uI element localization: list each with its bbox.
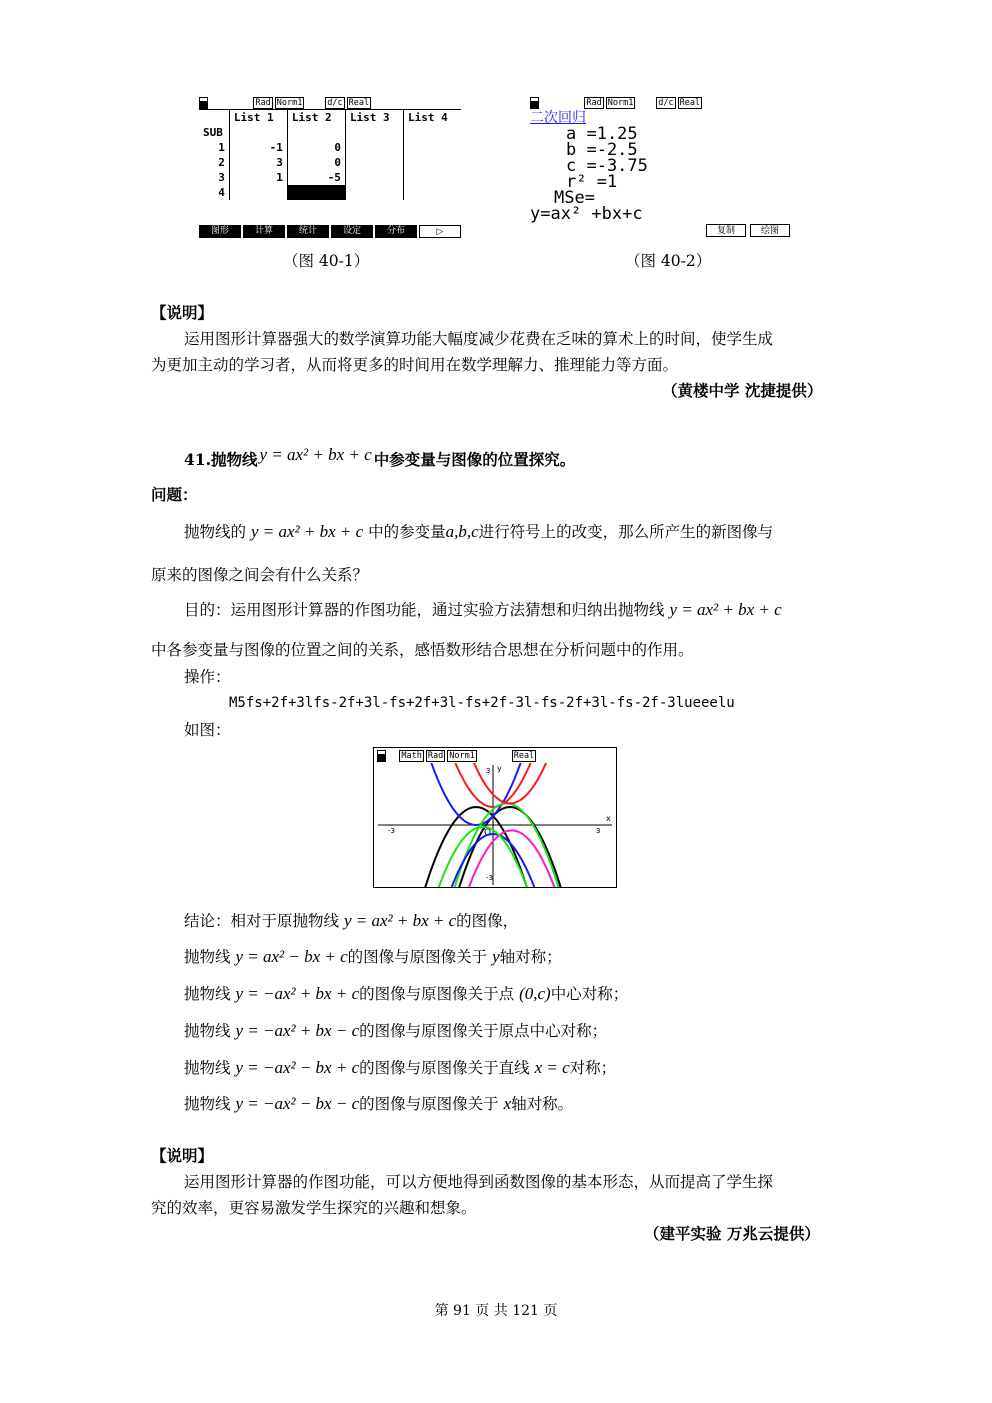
fkey-draw: 绘图	[750, 224, 790, 237]
formula: y = ax² + bx + c	[250, 522, 364, 541]
note-paragraph: 运用图形计算器强大的数学演算功能大幅度减少花费在乏味的算术上的时间，使学生成	[184, 330, 774, 348]
note-paragraph: 运用图形计算器的作图功能，可以方便地得到函数图像的基本形态，从而提高了学生探	[184, 1173, 774, 1191]
table-cell	[403, 170, 461, 185]
fkey-calc: 计算	[243, 225, 285, 238]
table-cell	[345, 125, 403, 140]
fkey-dist: 分布	[375, 225, 417, 238]
purpose-line2: 中各参变量与图像的位置之间的关系，感悟数形结合思想在分析问题中的作用。	[151, 641, 694, 659]
table-cell: 2	[218, 156, 225, 169]
text: 抛物线的	[184, 523, 247, 541]
table-header	[199, 110, 229, 125]
text: 轴对称。	[511, 1095, 574, 1113]
y-min-label: -3	[486, 874, 493, 882]
battery-icon	[530, 97, 539, 109]
table-header: List 2	[287, 110, 345, 125]
selected-cell	[287, 185, 345, 200]
symmetry-target: x = c	[534, 1058, 570, 1077]
curve-black-b	[424, 807, 528, 887]
operation-keys: M5fs+2f+3lfs-2f+3l-fs+2f+3l-fs+2f-3l-fs-2f+3l-fs-2f-3lueeelu	[229, 695, 735, 711]
table-cell	[287, 125, 345, 140]
text: 的图像与原图像关于	[359, 1095, 499, 1113]
regression-mse: MSe=	[554, 188, 595, 208]
symmetry-target: y	[492, 947, 500, 966]
note-heading: 【说明】	[151, 1146, 214, 1165]
regression-equation: y=ax² +bx+c	[530, 204, 643, 224]
page-footer: 第 91 页 共 121 页	[434, 1303, 558, 1319]
table-cell: 3	[229, 155, 287, 170]
table-cell	[403, 155, 461, 170]
table-row	[199, 170, 461, 185]
table-cell	[345, 140, 403, 155]
table-header: List 4	[403, 110, 461, 125]
table-cell	[229, 125, 287, 140]
table-cell	[403, 125, 461, 140]
text: 目的：运用图形计算器的作图功能，通过实验方法猜想和归纳出抛物线	[184, 601, 665, 619]
status-tag: Norm1	[449, 751, 475, 761]
function-key-bar	[199, 225, 461, 239]
formula: y = −ax² + bx − c	[235, 1021, 360, 1040]
question-label: 问题：	[151, 485, 198, 504]
conclusion-item	[184, 984, 628, 1004]
status-tag: Real	[513, 751, 535, 761]
symmetry-target: (0,c)	[519, 984, 551, 1003]
table-cell	[345, 185, 403, 200]
x-max-label: 3	[596, 827, 601, 835]
formula: y = ax² + bx + c	[669, 600, 782, 619]
table-row	[199, 185, 461, 200]
text: 抛物线	[184, 948, 231, 966]
table-cell	[403, 185, 461, 200]
table-cell: 3	[218, 171, 225, 184]
formula: y = −ax² − bx + c	[235, 1058, 360, 1077]
x-min-label: -3	[388, 827, 395, 835]
table-cell: SUB	[203, 126, 223, 139]
note-paragraph: 究的效率，更容易激发学生探究的兴趣和想象。	[151, 1199, 477, 1217]
vars: a,b,c	[445, 522, 479, 541]
status-tag: d/c	[658, 98, 674, 108]
text: 的图像与原图像关于直线	[359, 1059, 530, 1077]
section-number: 41.	[184, 450, 211, 469]
table-cell: 0	[287, 155, 345, 170]
question-line1	[184, 522, 773, 542]
conclusion-item	[184, 947, 562, 967]
table-cell	[345, 170, 403, 185]
figure-caption: （图 40-1）	[283, 252, 370, 270]
calculator-regression-screen	[530, 97, 792, 239]
note-heading: 【说明】	[151, 303, 214, 322]
origin-label: O	[484, 828, 492, 838]
text: 对称；	[569, 1059, 617, 1077]
status-tag: Rad	[586, 98, 602, 108]
section-formula: y = ax² + bx + c	[259, 445, 372, 464]
table-cell	[229, 185, 287, 200]
question-line2: 原来的图像之间会有什么关系？	[151, 566, 369, 584]
table-cell: -1	[229, 140, 287, 155]
list-table	[199, 110, 461, 200]
graph-plot	[374, 763, 616, 887]
regression-title: 二次回归	[530, 110, 586, 126]
text: 中心对称；	[550, 985, 629, 1003]
figure-label: 如图：	[184, 721, 231, 739]
table-cell	[403, 140, 461, 155]
status-tag: Rad	[255, 98, 271, 108]
formula: y = ax² − bx + c	[235, 947, 348, 966]
text: 抛物线	[184, 1059, 231, 1077]
formula: y = ax² + bx + c	[343, 911, 457, 930]
formula: y = −ax² − bx − c	[235, 1094, 360, 1113]
regression-c: c =-3.75	[566, 156, 648, 176]
fkey-test: 统计	[287, 225, 329, 238]
calculator-list-screen	[199, 97, 461, 239]
regression-a: a =1.25	[566, 124, 638, 144]
purpose-line1	[184, 600, 782, 620]
note-paragraph: 为更加主动的学习者，从而将更多的时间用在数学理解力、推理能力等方面。	[151, 356, 679, 374]
table-cell: 4	[218, 186, 225, 199]
y-max-label: 3	[486, 767, 491, 775]
text: 抛物线	[184, 985, 231, 1003]
status-bar	[530, 97, 704, 109]
graph-screen	[373, 747, 617, 888]
credit: （建平实验 万兆云提供）	[644, 1224, 820, 1243]
table-cell	[345, 155, 403, 170]
text: 抛物线	[184, 1022, 231, 1040]
status-tag: Real	[348, 98, 370, 108]
status-tag: Norm1	[276, 98, 303, 108]
status-tag: d/c	[327, 98, 343, 108]
fkey-setting: 设定	[331, 225, 373, 238]
text: 轴对称；	[499, 948, 562, 966]
table-row	[199, 140, 461, 155]
x-axis-label: x	[606, 814, 611, 823]
table-cell: -5	[287, 170, 345, 185]
text: 的图像与原图像关于点	[359, 985, 515, 1003]
text: 的图像，	[456, 912, 519, 930]
conclusion-item	[184, 1021, 607, 1041]
section-title	[184, 445, 576, 470]
conclusion-item	[184, 1058, 616, 1078]
section-title-post: 中参变量与图像的位置探究。	[373, 450, 576, 469]
text: 抛物线	[184, 1095, 231, 1113]
status-bar	[199, 97, 373, 109]
section-title-pre: 抛物线	[210, 450, 258, 469]
conclusion-item	[184, 1094, 573, 1114]
regression-r2: r² =1	[566, 172, 618, 192]
conclusion-intro	[184, 911, 518, 931]
y-axis-label: y	[497, 764, 502, 773]
text: 中的参变量	[368, 523, 446, 541]
table-cell: 1	[229, 170, 287, 185]
status-tag: Rad	[427, 751, 444, 761]
symmetry-target: x	[503, 1094, 512, 1113]
figure-caption: （图 40-2）	[625, 252, 712, 270]
formula: y = −ax² + bx + c	[235, 984, 360, 1003]
regression-b: b =-2.5	[566, 140, 638, 160]
table-row	[199, 125, 461, 140]
status-tag: Math	[401, 751, 422, 761]
credit: （黄楼中学 沈捷提供）	[662, 381, 823, 400]
table-header-row	[199, 110, 461, 125]
text: 的图像与原图像关于原点中心对称；	[359, 1022, 608, 1040]
table-cell: 1	[218, 141, 225, 154]
text: 结论：相对于原抛物线	[184, 912, 340, 930]
battery-icon	[377, 750, 386, 762]
text: 进行符号上的改变，那么所产生的新图像与	[478, 523, 774, 541]
battery-icon	[199, 97, 208, 109]
table-row	[199, 155, 461, 170]
status-tag: Real	[679, 98, 701, 108]
fkey-next-icon: ▷	[419, 225, 461, 238]
curve-blue-a	[431, 763, 522, 825]
text: 的图像与原图像关于	[347, 948, 488, 966]
status-bar	[377, 750, 538, 762]
operation-label: 操作：	[184, 668, 231, 686]
table-header: List 1	[229, 110, 287, 125]
table-header: List 3	[345, 110, 403, 125]
table-cell: 0	[287, 140, 345, 155]
fkey-graph: 图形	[199, 225, 241, 238]
fkey-copy: 复制	[706, 224, 746, 237]
status-tag: Norm1	[607, 98, 634, 108]
